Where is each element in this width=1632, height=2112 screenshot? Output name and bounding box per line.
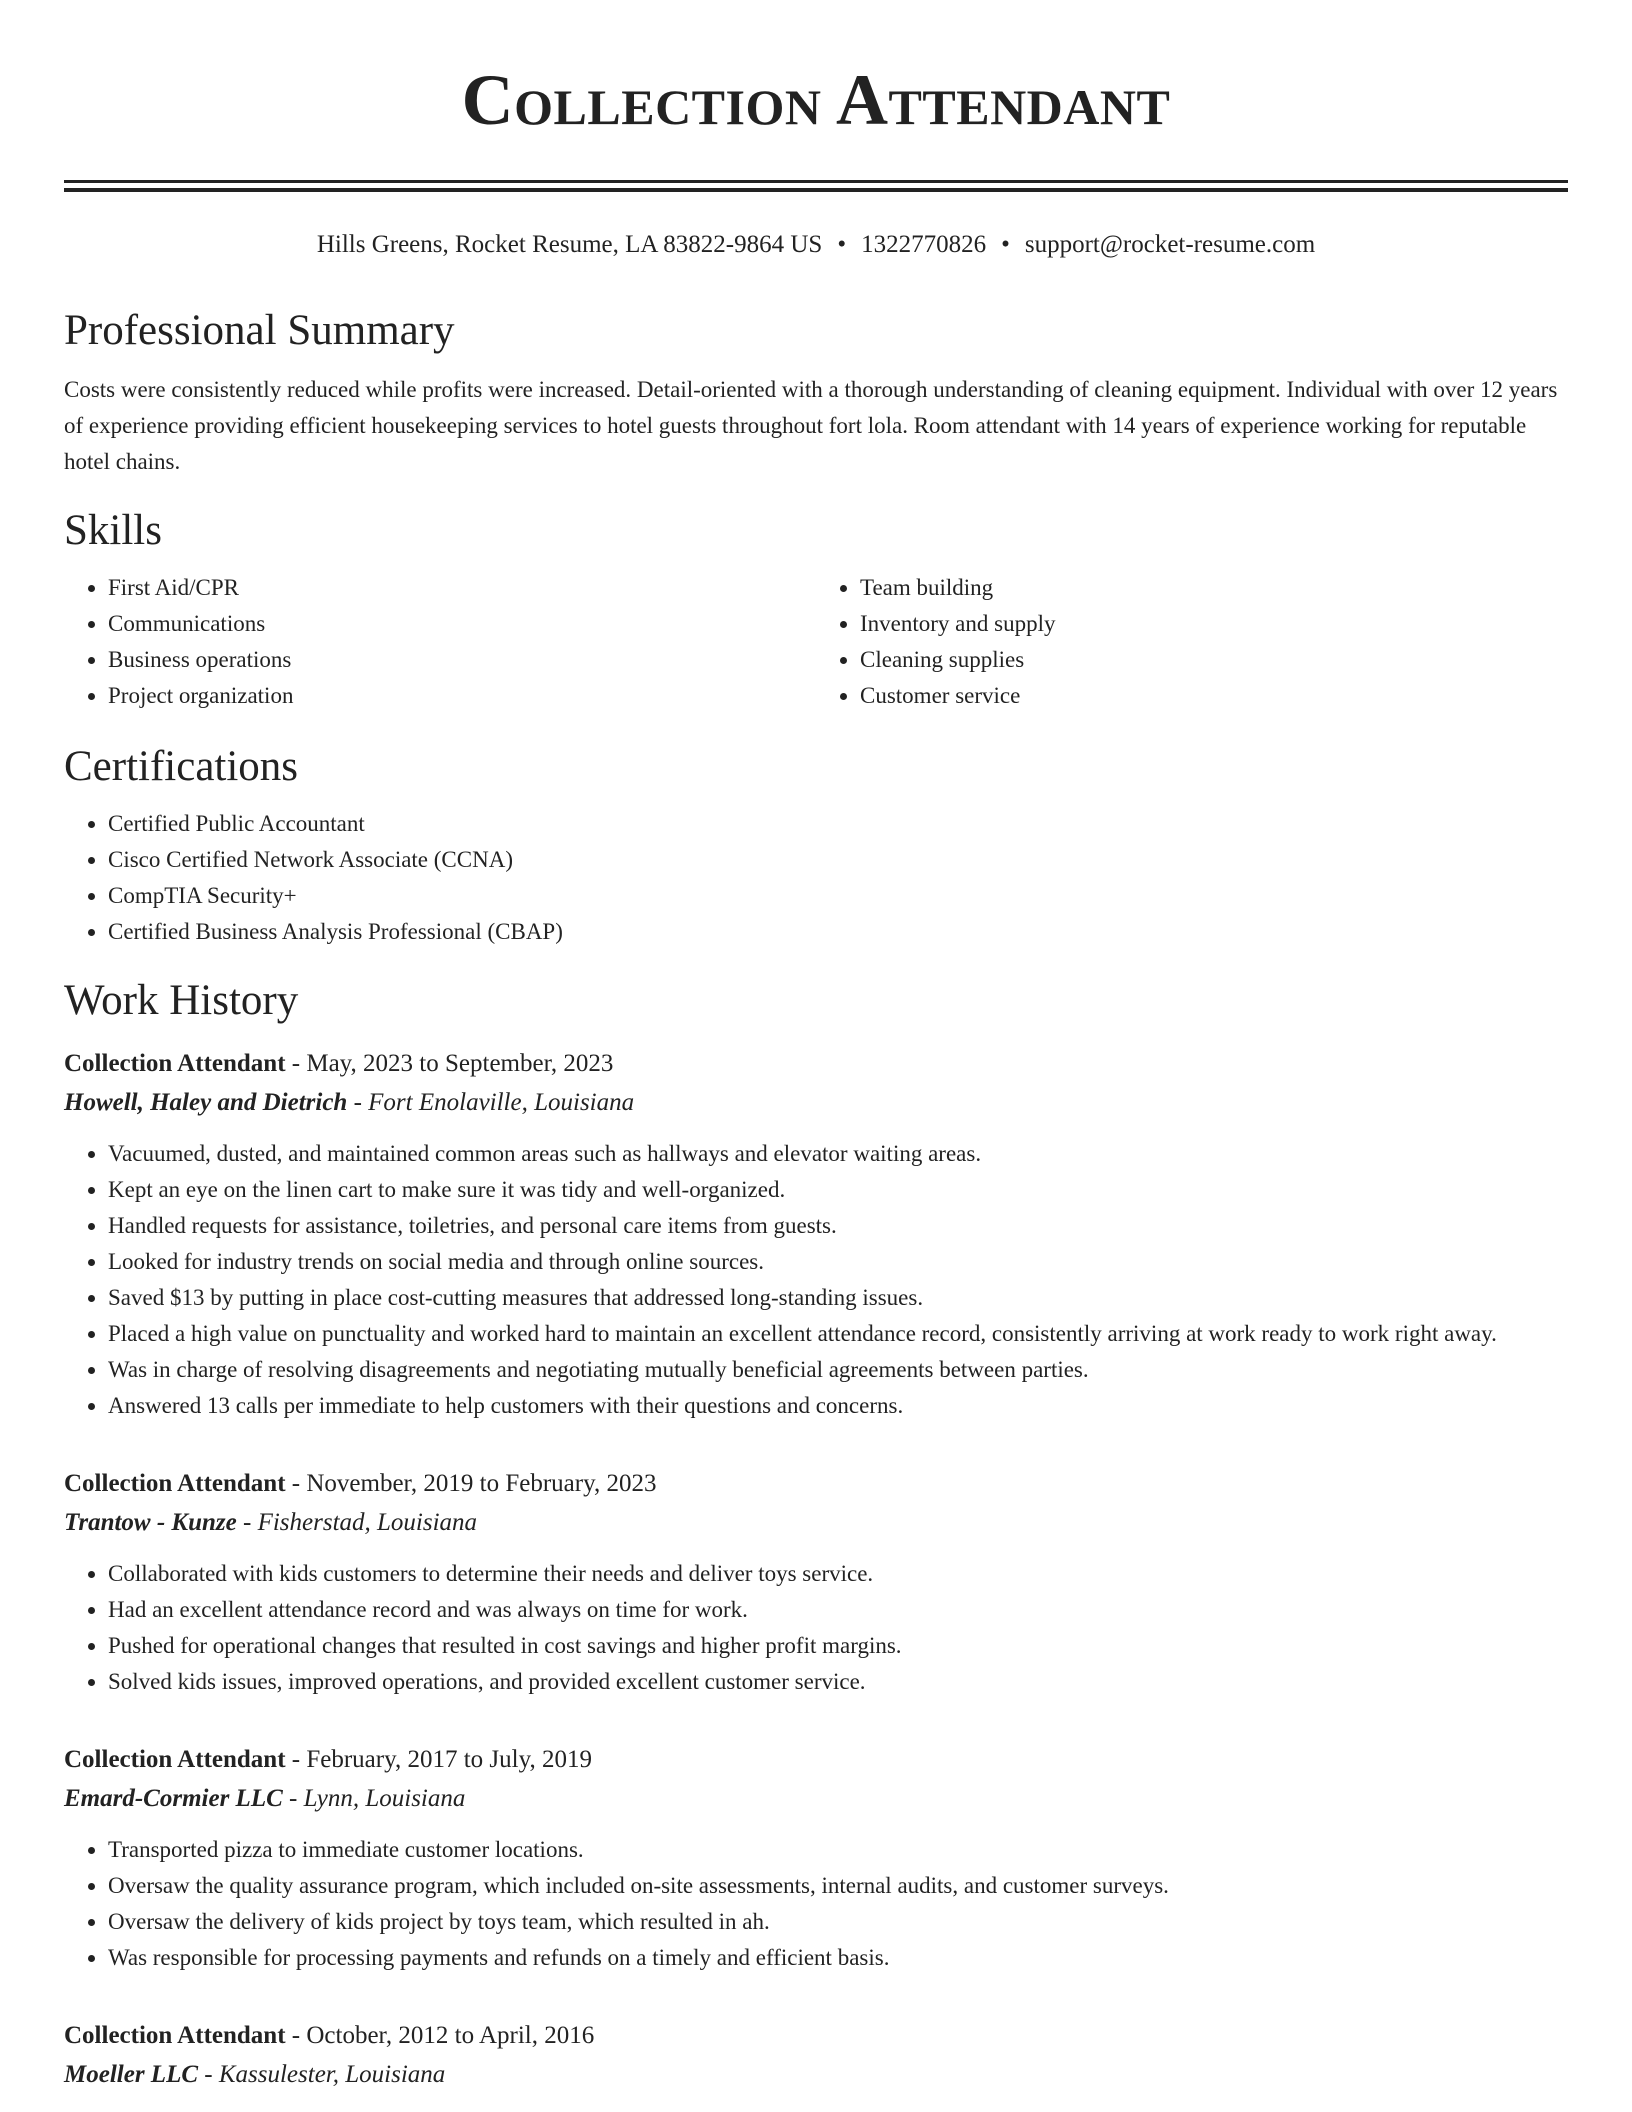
company-location: Fort Enolaville, Louisiana	[368, 1089, 635, 1116]
job-dash: -	[198, 2061, 219, 2088]
job-bullet: • Placed a high value on punctuality and worked hard to maintain an excellent attendance record, consistently arriving at work ready to work right away.	[108, 1316, 1568, 1352]
job-bullet: • Was responsible for processing payments and refunds on a timely and efficient basis.	[108, 1940, 1568, 1976]
job-bullet: • Vacuumed, dusted, and maintained common areas such as hallways and elevator waiting areas.	[108, 1136, 1568, 1172]
job-title-line	[64, 1740, 1568, 1780]
skill-item: • First Aid/CPR	[108, 570, 816, 606]
company-line	[64, 2056, 1568, 2094]
job-bullet: • Answered 13 calls per immediate to help customers with their questions and concerns.	[108, 1388, 1568, 1424]
contact-separator: •	[837, 231, 847, 258]
contact-separator: •	[1001, 231, 1010, 258]
job-bullets	[64, 1832, 1568, 1976]
job-entry	[64, 1464, 1568, 1700]
job-dash: -	[282, 1785, 304, 1812]
contact-address: Hills Greens, Rocket Resume, LA 83822-9864 US	[316, 231, 823, 258]
job-title-line	[64, 1464, 1568, 1504]
skill-item: • Team building	[860, 570, 1568, 606]
skills-list-left	[64, 570, 816, 714]
job-bullets	[64, 1136, 1568, 1424]
skills-columns	[64, 570, 1568, 714]
company-line	[64, 1780, 1568, 1818]
job-bullet: • Oversaw the quality assurance program, which included on-site assessments, internal audits, and customer surveys.	[108, 1868, 1568, 1904]
skill-item: • Cleaning supplies	[860, 642, 1568, 678]
job-title: Collection Attendant	[64, 1746, 286, 1773]
job-bullet: • Collaborated with kids customers to determine their needs and deliver toys service.	[108, 1556, 1568, 1592]
certification-item: • Certified Public Accountant	[108, 806, 1568, 842]
skill-item: • Communications	[108, 606, 816, 642]
job-bullet: • Was in charge of resolving disagreements and negotiating mutually beneficial agreements between parties.	[108, 1352, 1568, 1388]
contact-phone: 1322770826	[861, 231, 987, 258]
job-title-line	[64, 1044, 1568, 1084]
company-name: Moeller LLC	[64, 2061, 199, 2088]
job-title: Collection Attendant	[64, 1470, 286, 1497]
job-bullet: • Handled requests for assistance, toiletries, and personal care items from guests.	[108, 1208, 1568, 1244]
job-bullet: • Pushed for operational changes that resulted in cost savings and higher profit margins.	[108, 1628, 1568, 1664]
job-dash: -	[236, 1509, 258, 1536]
certification-item: • Cisco Certified Network Associate (CCNA)	[108, 842, 1568, 878]
job-bullet: • Saved $13 by putting in place cost-cutting measures that addressed long-standing issues.	[108, 1280, 1568, 1316]
job-bullet: • Looked for industry trends on social media and through online sources.	[108, 1244, 1568, 1280]
company-location: Kassulester, Louisiana	[218, 2061, 446, 2088]
job-bullet: • Kept an eye on the linen cart to make sure it was tidy and well-organized.	[108, 1172, 1568, 1208]
job-dash: -	[285, 1050, 307, 1077]
job-title-line	[64, 2016, 1568, 2056]
resume-title: Collection Attendant	[461, 60, 1171, 140]
job-title: Collection Attendant	[64, 1050, 286, 1077]
job-dash: -	[285, 2022, 307, 2049]
job-dash: -	[347, 1089, 369, 1116]
company-location: Fisherstad, Louisiana	[257, 1509, 478, 1536]
company-name: Howell, Haley and Dietrich	[64, 1089, 348, 1116]
job-dash: -	[285, 1470, 307, 1497]
job-dates: November, 2019 to February, 2023	[306, 1470, 657, 1497]
skills-list-right	[816, 570, 1568, 714]
company-name: Trantow - Kunze	[64, 1509, 237, 1536]
job-entry	[64, 2016, 1568, 2094]
contact-line	[64, 228, 1568, 262]
summary-heading: Professional Summary	[64, 307, 455, 354]
skill-item: • Business operations	[108, 642, 816, 678]
company-line	[64, 1084, 1568, 1122]
job-dash: -	[285, 1746, 307, 1773]
company-location: Lynn, Louisiana	[303, 1785, 466, 1812]
work-history-heading: Work History	[64, 977, 299, 1024]
title-divider	[64, 180, 1568, 192]
skills-heading: Skills	[64, 507, 162, 554]
company-line	[64, 1504, 1568, 1542]
company-name: Emard-Cormier LLC	[64, 1785, 283, 1812]
job-bullet: • Oversaw the delivery of kids project by toys team, which resulted in ah.	[108, 1904, 1568, 1940]
job-dates: May, 2023 to September, 2023	[306, 1050, 614, 1077]
job-dates: October, 2012 to April, 2016	[306, 2022, 595, 2049]
certifications-heading: Certifications	[64, 743, 299, 790]
skill-item: • Inventory and supply	[860, 606, 1568, 642]
contact-email: support@rocket-resume.com	[1024, 231, 1316, 258]
summary-text: Costs were consistently reduced while profits were increased. Detail-oriented with a thorough understanding of cleaning equipment. Individual with over 12 years of experience providing efficient housekeeping services to hotel guests throughout fort lola. Room attendant with 14 years of experience working for reputable hotel chains.	[64, 377, 1558, 474]
certifications-list	[64, 806, 1568, 950]
job-entry	[64, 1044, 1568, 1424]
certification-item: • CompTIA Security+	[108, 878, 1568, 914]
job-entry	[64, 1740, 1568, 1976]
job-title: Collection Attendant	[64, 2022, 286, 2049]
certification-item: • Certified Business Analysis Professional (CBAP)	[108, 914, 1568, 950]
job-bullet: • Solved kids issues, improved operations, and provided excellent customer service.	[108, 1664, 1568, 1700]
job-bullet: • Had an excellent attendance record and was always on time for work.	[108, 1592, 1568, 1628]
job-dates: February, 2017 to July, 2019	[306, 1746, 592, 1773]
skill-item: • Project organization	[108, 678, 816, 714]
skill-item: • Customer service	[860, 678, 1568, 714]
job-bullets	[64, 1556, 1568, 1700]
job-bullet: • Transported pizza to immediate customer locations.	[108, 1832, 1568, 1868]
